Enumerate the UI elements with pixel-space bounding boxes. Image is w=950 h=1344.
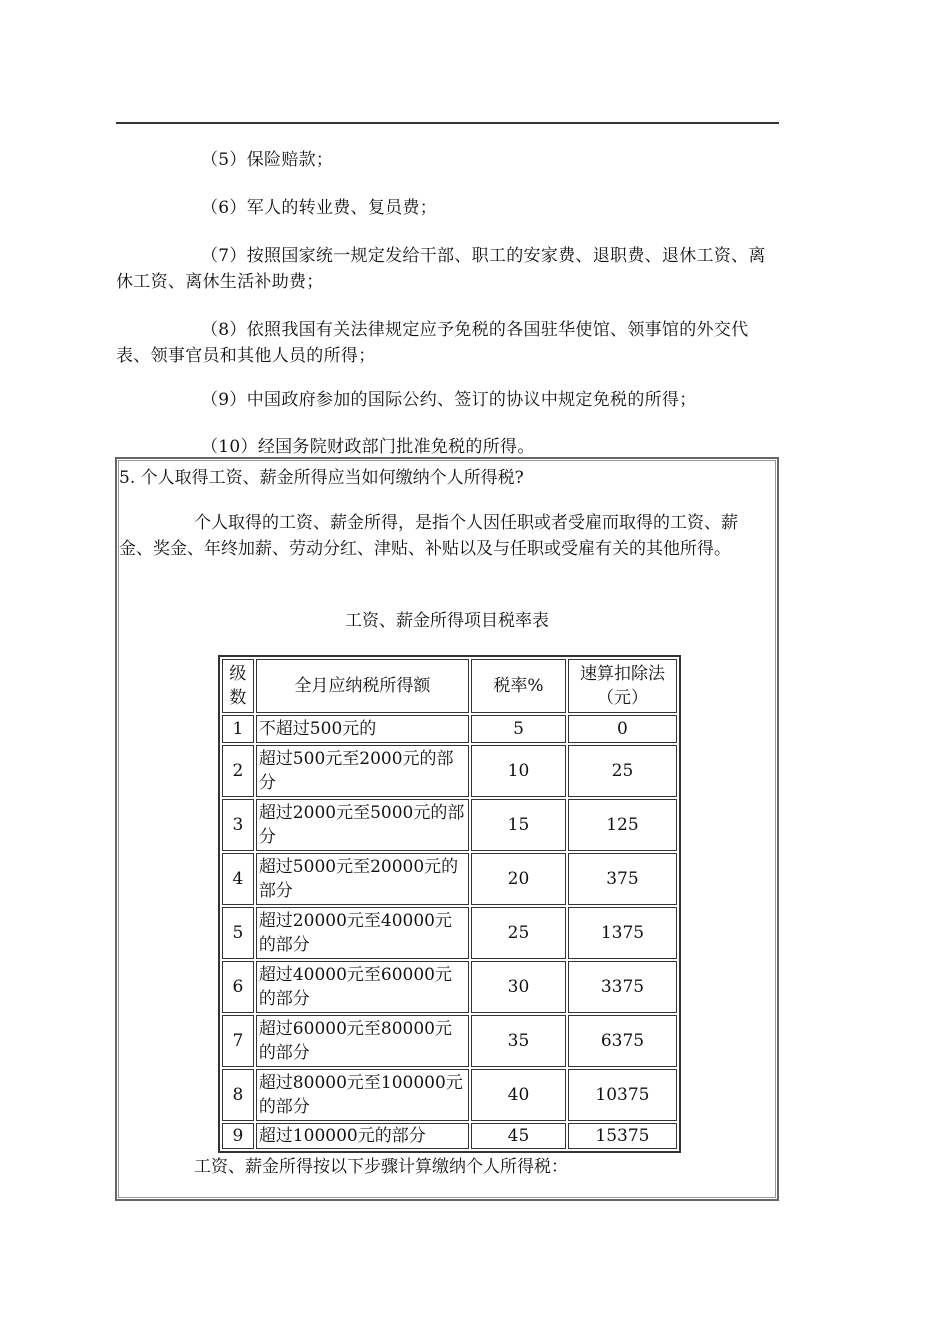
cell-rate: 15 — [471, 799, 566, 851]
table-row — [222, 1069, 677, 1121]
cell-rate: 25 — [471, 907, 566, 959]
table-row — [222, 1015, 677, 1067]
exemption-item-6: （6）军人的转业费、复员费； — [201, 198, 438, 218]
cell-rate: 20 — [471, 853, 566, 905]
cell-deduction: 10375 — [568, 1069, 677, 1121]
cell-rate: 5 — [471, 715, 566, 743]
cell-income: 超过2000元至5000元的部分 — [256, 799, 469, 851]
table-row — [222, 715, 677, 743]
cell-deduction: 125 — [568, 799, 677, 851]
cell-rate: 40 — [471, 1069, 566, 1121]
table-row — [222, 799, 677, 851]
header-income: 全月应纳税所得额 — [256, 659, 469, 713]
header-rate: 税率% — [471, 659, 566, 713]
cell-level: 4 — [222, 853, 254, 905]
cell-level: 7 — [222, 1015, 254, 1067]
cell-level: 9 — [222, 1123, 254, 1149]
cell-deduction: 25 — [568, 745, 677, 797]
cell-rate: 35 — [471, 1015, 566, 1067]
table-row — [222, 745, 677, 797]
cell-level: 2 — [222, 745, 254, 797]
table-title: 工资、薪金所得项目税率表 — [345, 611, 549, 631]
cell-deduction: 3375 — [568, 961, 677, 1013]
cell-income: 超过40000元至60000元的部分 — [256, 961, 469, 1013]
cell-level: 6 — [222, 961, 254, 1013]
table-row — [222, 907, 677, 959]
exemption-item-5: （5）保险赔款； — [201, 150, 334, 170]
cell-rate: 30 — [471, 961, 566, 1013]
table-header-row — [222, 659, 677, 713]
cell-deduction: 1375 — [568, 907, 677, 959]
cell-income: 超过5000元至20000元的部分 — [256, 853, 469, 905]
cell-level: 3 — [222, 799, 254, 851]
section-box — [115, 457, 779, 1201]
exemption-item-7: （7）按照国家统一规定发给干部、职工的安家费、退职费、退休工资、离休工资、离休生活补助费； — [116, 246, 766, 292]
section-body: 个人取得的工资、薪金所得，是指个人因任职或者受雇而取得的工资、薪金、奖金、年终加薪、劳动分红、津贴、补贴以及与任职或受雇有关的其他所得。 — [119, 513, 738, 559]
top-divider — [116, 122, 779, 124]
cell-income: 超过500元至2000元的部分 — [256, 745, 469, 797]
cell-deduction: 6375 — [568, 1015, 677, 1067]
cell-income: 不超过500元的 — [256, 715, 469, 743]
table-row — [222, 1123, 677, 1149]
cell-deduction: 375 — [568, 853, 677, 905]
header-level: 级数 — [222, 659, 254, 713]
exemption-item-8: （8）依照我国有关法律规定应予免税的各国驻华使馆、领事馆的外交代表、领事官员和其他人员的所得； — [116, 320, 749, 366]
section-footer: 工资、薪金所得按以下步骤计算缴纳个人所得税： — [194, 1157, 568, 1177]
cell-level: 5 — [222, 907, 254, 959]
cell-rate: 10 — [471, 745, 566, 797]
cell-income: 超过80000元至100000元的部分 — [256, 1069, 469, 1121]
cell-level: 1 — [222, 715, 254, 743]
tax-rate-table — [218, 655, 681, 1153]
exemption-item-10: （10）经国务院财政部门批准免税的所得。 — [201, 437, 535, 457]
cell-income: 超过100000元的部分 — [256, 1123, 469, 1149]
exemption-item-9: （9）中国政府参加的国际公约、签订的协议中规定免税的所得； — [201, 390, 697, 410]
cell-rate: 45 — [471, 1123, 566, 1149]
section-heading: 5. 个人取得工资、薪金所得应当如何缴纳个人所得税? — [119, 468, 524, 488]
cell-deduction: 15375 — [568, 1123, 677, 1149]
table-row — [222, 853, 677, 905]
header-deduction: 速算扣除法（元） — [568, 659, 677, 713]
cell-income: 超过60000元至80000元的部分 — [256, 1015, 469, 1067]
cell-income: 超过20000元至40000元的部分 — [256, 907, 469, 959]
cell-level: 8 — [222, 1069, 254, 1121]
table-row — [222, 961, 677, 1013]
cell-deduction: 0 — [568, 715, 677, 743]
